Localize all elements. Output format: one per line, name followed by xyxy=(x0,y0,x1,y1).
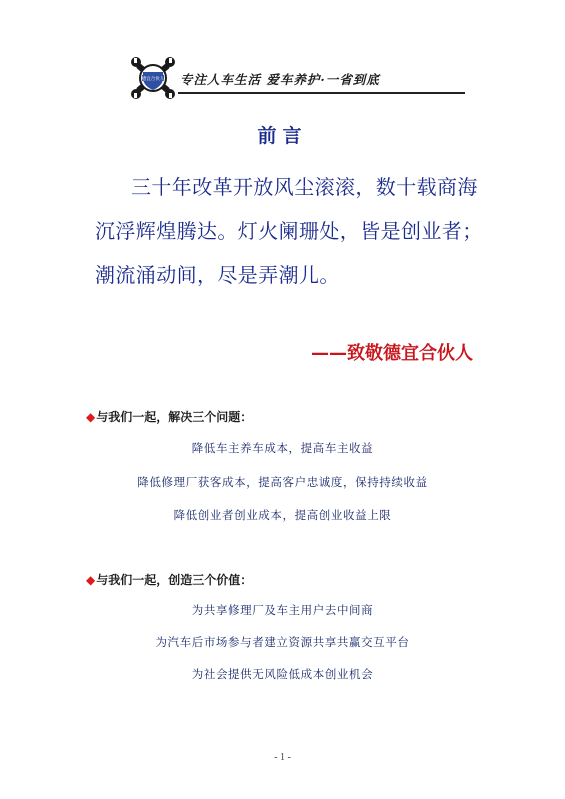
list-item: 降低车主养车成本，提高车主收益 xyxy=(191,441,374,455)
diamond-bullet-icon: ◆ xyxy=(86,410,96,424)
list-item: 为汽车后市场参与者建立资源共享共赢交互平台 xyxy=(155,635,410,649)
header-slogan: 专注人车生活 爱车养护·一省到底 xyxy=(180,72,380,87)
preface-poem xyxy=(95,165,515,297)
section-heading-text: 与我们一起，创造三个价值： xyxy=(96,573,253,587)
logo-text: 德宜合伙人 xyxy=(141,77,165,82)
diamond-bullet-icon: ◆ xyxy=(86,573,96,587)
poem-line-2: 沉浮辉煌腾达。灯火阑珊处，皆是创业者； xyxy=(95,219,483,243)
list-item: 降低创业者创业成本，提高创业收益上限 xyxy=(173,508,392,522)
section-heading-text: 与我们一起，解决三个问题： xyxy=(96,410,253,424)
page-title: 前言 xyxy=(257,125,308,147)
list-item: 为社会提供无风险低成本创业机会 xyxy=(191,667,374,681)
signature: ——致敬德宜合伙人 xyxy=(311,343,473,364)
wrench-shield-logo-icon xyxy=(130,56,176,100)
page-number: - 1 - xyxy=(274,752,291,763)
header-divider xyxy=(178,92,465,94)
list-item: 为共享修理厂及车主用户去中间商 xyxy=(191,603,374,617)
poem-line-3: 潮流涌动间，尽是弄潮儿。 xyxy=(95,263,340,287)
section-heading-problems xyxy=(86,408,252,425)
list-item: 降低修理厂获客成本，提高客户忠诚度，保持持续收益 xyxy=(137,475,428,489)
page-header xyxy=(130,56,465,100)
section-heading-values xyxy=(86,571,252,588)
poem-line-1: 三十年改革开放风尘滚滚，数十载商海 xyxy=(131,175,478,199)
